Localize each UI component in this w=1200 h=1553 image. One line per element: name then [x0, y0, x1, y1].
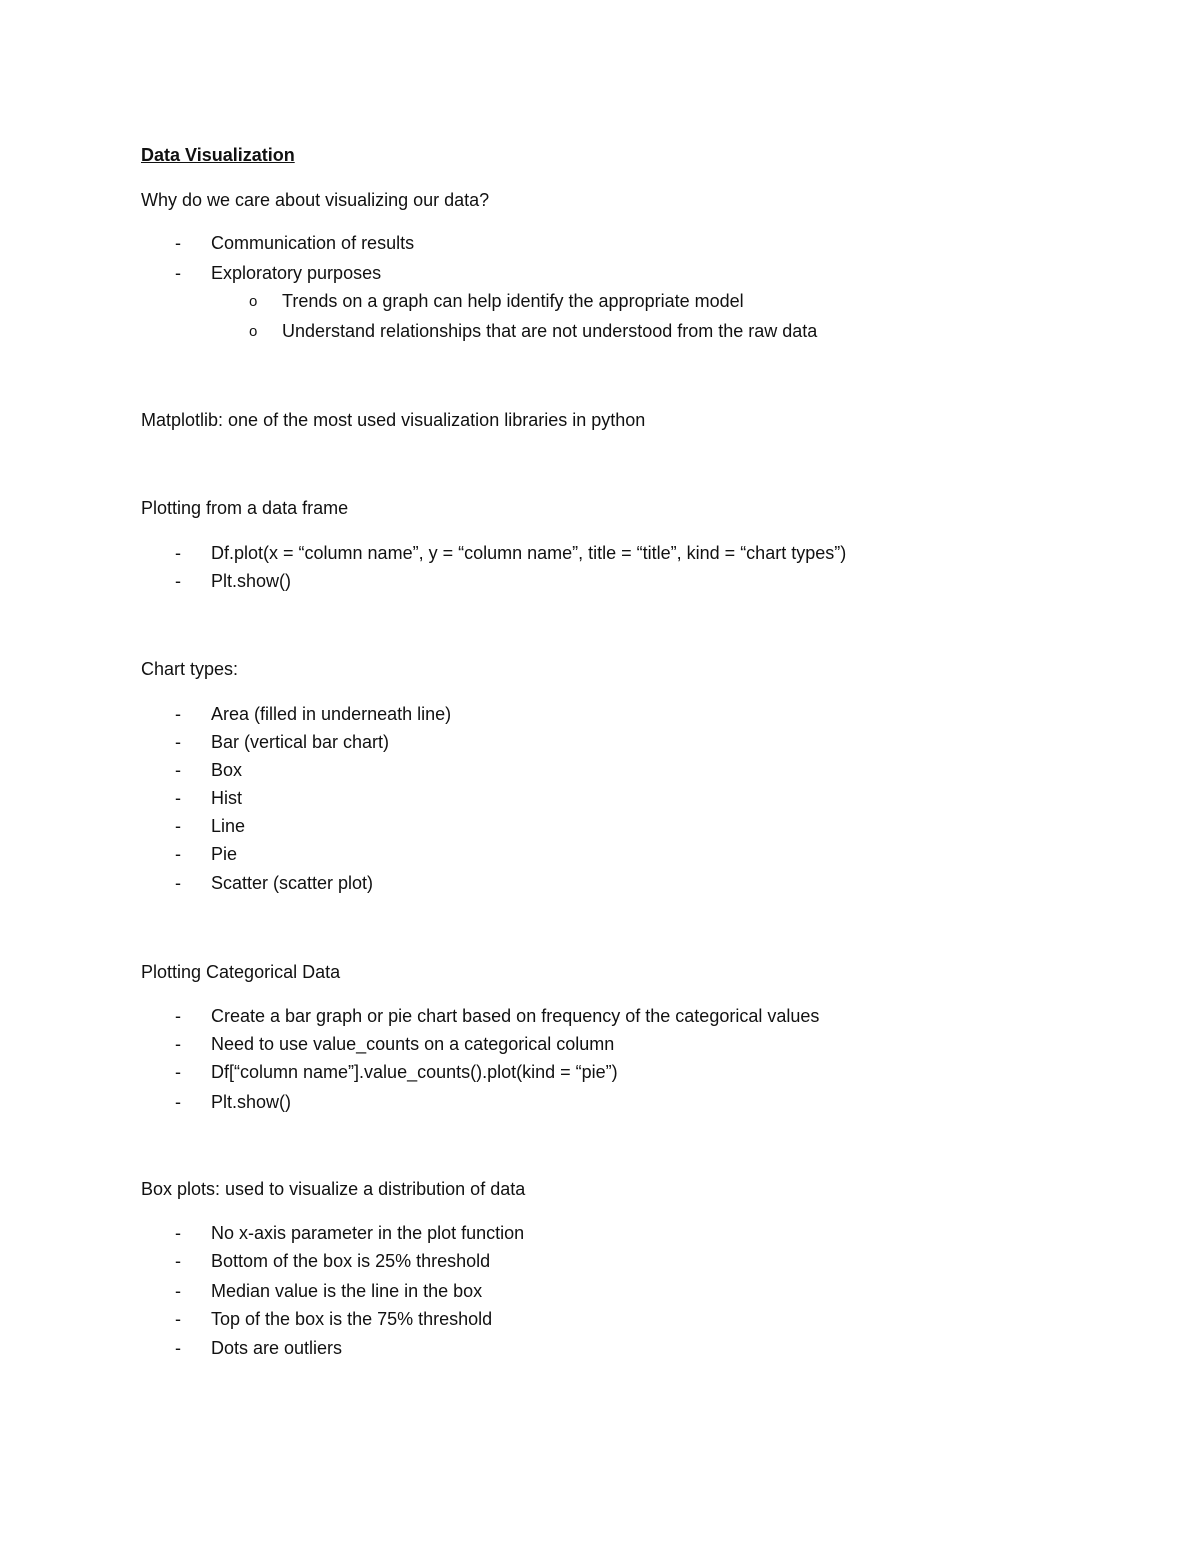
list-item: Df[“column name”].value_counts().plot(kind = “pie”): [211, 1062, 618, 1082]
list-item: Hist: [211, 788, 242, 808]
page-title: Data Visualization: [141, 145, 295, 165]
section-heading-chart-types: Chart types:: [141, 659, 239, 679]
bullet-dash: -: [175, 263, 181, 283]
sub-bullet-marker: o: [249, 323, 258, 340]
list-item: Dots are outliers: [211, 1338, 343, 1358]
section-heading-boxplots: Box plots: used to visualize a distribution of data: [141, 1179, 526, 1199]
bullet-dash: -: [175, 1223, 181, 1243]
bullet-dash: -: [175, 1338, 181, 1358]
bullet-dash: -: [175, 233, 181, 253]
list-item: Bar (vertical bar chart): [211, 732, 390, 752]
list-item: Scatter (scatter plot): [211, 873, 374, 893]
list-item: Box: [211, 760, 243, 780]
bullet-dash: -: [175, 816, 181, 836]
bullet-dash: -: [175, 1006, 181, 1026]
bullet-dash: -: [175, 1309, 181, 1329]
bullet-dash: -: [175, 543, 181, 563]
list-item: Area (filled in underneath line): [211, 704, 452, 724]
sub-bullet-marker: o: [249, 293, 258, 310]
bullet-dash: -: [175, 1251, 181, 1271]
bullet-dash: -: [175, 1062, 181, 1082]
section-heading-plotting-df: Plotting from a data frame: [141, 498, 349, 518]
list-item: Top of the box is the 75% threshold: [211, 1309, 493, 1329]
intro-question: Why do we care about visualizing our data?: [141, 190, 490, 210]
list-item: Communication of results: [211, 233, 415, 253]
section-heading-categorical: Plotting Categorical Data: [141, 962, 341, 982]
bullet-dash: -: [175, 788, 181, 808]
list-item: Plt.show(): [211, 571, 292, 591]
list-item: Need to use value_counts on a categorical column: [211, 1034, 615, 1054]
list-item: Df.plot(x = “column name”, y = “column name”, title = “title”, kind = “chart types”): [211, 543, 847, 563]
bullet-dash: -: [175, 760, 181, 780]
bullet-dash: -: [175, 732, 181, 752]
sub-list-item: Trends on a graph can help identify the appropriate model: [282, 291, 744, 311]
list-item: Plt.show(): [211, 1092, 292, 1112]
list-item: Create a bar graph or pie chart based on frequency of the categorical values: [211, 1006, 820, 1026]
bullet-dash: -: [175, 571, 181, 591]
list-item: Bottom of the box is 25% threshold: [211, 1251, 491, 1271]
sub-list-item: Understand relationships that are not understood from the raw data: [282, 321, 818, 341]
bullet-dash: -: [175, 1034, 181, 1054]
matplotlib-paragraph: Matplotlib: one of the most used visualization libraries in python: [141, 410, 646, 430]
list-item: Exploratory purposes: [211, 263, 382, 283]
bullet-dash: -: [175, 844, 181, 864]
bullet-dash: -: [175, 1281, 181, 1301]
list-item: Pie: [211, 844, 238, 864]
bullet-dash: -: [175, 704, 181, 724]
bullet-dash: -: [175, 873, 181, 893]
bullet-dash: -: [175, 1092, 181, 1112]
list-item: Line: [211, 816, 246, 836]
list-item: Median value is the line in the box: [211, 1281, 483, 1301]
list-item: No x-axis parameter in the plot function: [211, 1223, 525, 1243]
